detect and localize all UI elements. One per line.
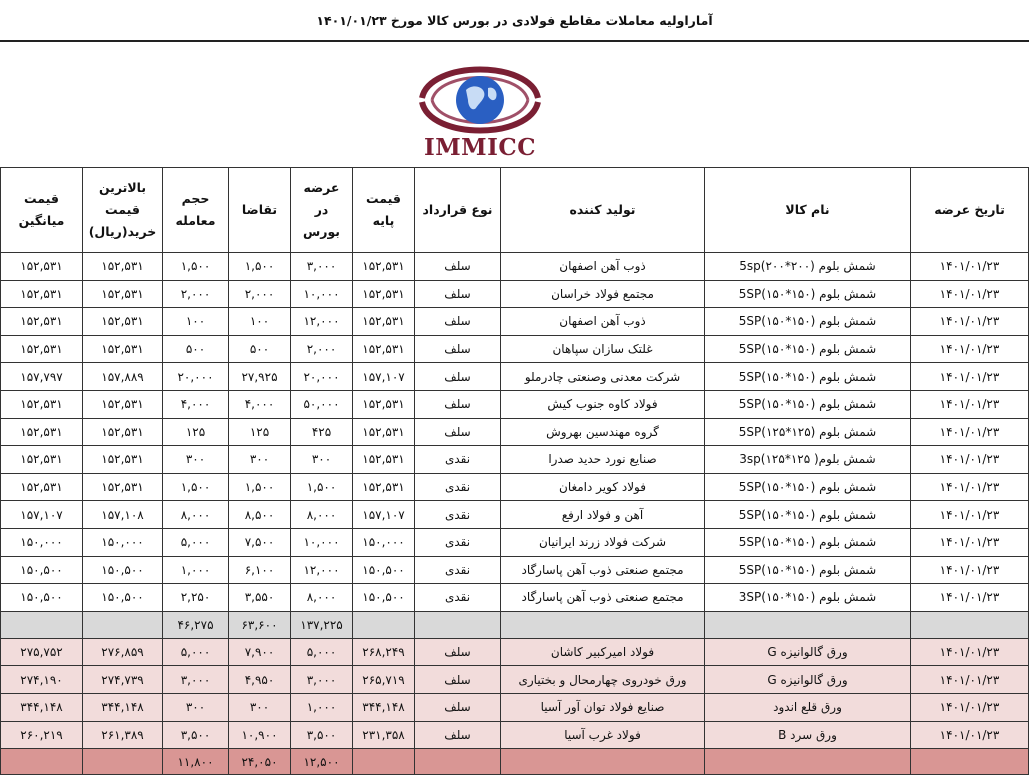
- table-cell: ۱۵۲,۵۳۱: [353, 335, 415, 363]
- table-cell: شمش بلوم (۱۵۰*۱۵۰)5SP: [705, 501, 911, 529]
- table-cell: ۱۴۰۱/۰۱/۲۳: [911, 501, 1029, 529]
- table-cell: ۱۴۰۱/۰۱/۲۳: [911, 335, 1029, 363]
- table-row: [1, 693, 1029, 721]
- table-cell: ۲۷,۹۲۵: [229, 363, 291, 391]
- table-row: [1, 556, 1029, 584]
- header-cell: تاریخ عرضه: [911, 168, 1029, 253]
- header-cell: قیمت پایه: [353, 168, 415, 253]
- summary-empty: [83, 611, 163, 638]
- table-cell: ۱۵۲,۵۳۱: [353, 473, 415, 501]
- table-cell: شمش بلوم (۱۵۰*۱۵۰)5SP: [705, 528, 911, 556]
- table-cell: ۱۴۰۱/۰۱/۲۳: [911, 528, 1029, 556]
- table-cell: ۲۶۵,۷۱۹: [353, 666, 415, 694]
- table-cell: ۱۴۰۱/۰۱/۲۳: [911, 363, 1029, 391]
- table-cell: ۳۴۴,۱۴۸: [1, 693, 83, 721]
- table-cell: ۱۵۲,۵۳۱: [353, 446, 415, 474]
- table-cell: ۱۴۰۱/۰۱/۲۳: [911, 253, 1029, 281]
- table-cell: ۱,۰۰۰: [163, 556, 229, 584]
- header-cell: تقاضا: [229, 168, 291, 253]
- table-cell: ۱۵۲,۵۳۱: [353, 253, 415, 281]
- summary-empty: [911, 611, 1029, 638]
- table-cell: ۱۵۷,۱۰۸: [83, 501, 163, 529]
- table-cell: ۱۵۷,۱۰۷: [353, 501, 415, 529]
- header-cell: نام کالا: [705, 168, 911, 253]
- table-cell: صنایع فولاد توان آور آسیا: [501, 693, 705, 721]
- table-cell: ۱۴۰۱/۰۱/۲۳: [911, 584, 1029, 612]
- table-cell: ۲,۰۰۰: [291, 335, 353, 363]
- summary-empty: [353, 749, 415, 775]
- table-cell: ۱۵۰,۵۰۰: [83, 556, 163, 584]
- table-cell: ۱۵۷,۸۸۹: [83, 363, 163, 391]
- table-cell: ورق گالوانیزه G: [705, 638, 911, 666]
- table-cell: ۴,۹۵۰: [229, 666, 291, 694]
- table-cell: ۱۵۲,۵۳۱: [1, 280, 83, 308]
- summary-empty: [353, 611, 415, 638]
- table-cell: ۲,۰۰۰: [229, 280, 291, 308]
- table-cell: ۳۰۰: [163, 693, 229, 721]
- table-cell: ۳,۰۰۰: [291, 666, 353, 694]
- summary-row: [1, 749, 1029, 775]
- table-cell: شرکت معدنی وصنعتی چادرملو: [501, 363, 705, 391]
- table-cell: نقدی: [415, 446, 501, 474]
- table-cell: فولاد کاوه جنوب کیش: [501, 390, 705, 418]
- table-cell: ۱۵۰,۵۰۰: [1, 556, 83, 584]
- table-cell: آهن و فولاد ارفع: [501, 501, 705, 529]
- table-cell: ۷,۹۰۰: [229, 638, 291, 666]
- header-cell: بالاترین قیمت خرید(ریال): [83, 168, 163, 253]
- table-cell: شمش بلوم (۱۵۰*۱۵۰)5SP: [705, 308, 911, 336]
- table-cell: صنایع نورد حدید صدرا: [501, 446, 705, 474]
- table-cell: ۸,۵۰۰: [229, 501, 291, 529]
- table-cell: ۸,۰۰۰: [291, 501, 353, 529]
- table-cell: نقدی: [415, 556, 501, 584]
- summary-volume: ۱۱,۸۰۰: [163, 749, 229, 775]
- table-cell: ۱۴۰۱/۰۱/۲۳: [911, 638, 1029, 666]
- summary-empty: [1, 611, 83, 638]
- table-cell: سلف: [415, 418, 501, 446]
- globe-icon: [410, 50, 550, 140]
- summary-empty: [705, 749, 911, 775]
- table-row: [1, 666, 1029, 694]
- summary-empty: [83, 749, 163, 775]
- table-cell: ۱۵۷,۷۹۷: [1, 363, 83, 391]
- table-cell: سلف: [415, 308, 501, 336]
- table-cell: ۱۵۲,۵۳۱: [353, 390, 415, 418]
- table-cell: ۱۲,۰۰۰: [291, 556, 353, 584]
- table-cell: ۱۲۵: [163, 418, 229, 446]
- table-row: [1, 280, 1029, 308]
- table-cell: ۱۵۲,۵۳۱: [83, 418, 163, 446]
- table-cell: ۱۵۲,۵۳۱: [83, 308, 163, 336]
- summary-empty: [415, 749, 501, 775]
- header-cell: قیمت میانگین: [1, 168, 83, 253]
- table-cell: ۱۴۰۱/۰۱/۲۳: [911, 693, 1029, 721]
- summary-demand: ۲۴,۰۵۰: [229, 749, 291, 775]
- table-cell: ۳,۰۰۰: [163, 666, 229, 694]
- summary-volume: ۴۶,۲۷۵: [163, 611, 229, 638]
- table-cell: مجتمع فولاد خراسان: [501, 280, 705, 308]
- table-cell: ۱,۵۰۰: [163, 253, 229, 281]
- table-cell: ۱۵۲,۵۳۱: [353, 280, 415, 308]
- table-cell: ۵,۰۰۰: [163, 638, 229, 666]
- table-cell: ۴۲۵: [291, 418, 353, 446]
- table-cell: ۱۲۵: [229, 418, 291, 446]
- table-row: [1, 308, 1029, 336]
- table-cell: ۱۴۰۱/۰۱/۲۳: [911, 308, 1029, 336]
- table-cell: فولاد کویر دامغان: [501, 473, 705, 501]
- table-cell: ۳۴۴,۱۴۸: [353, 693, 415, 721]
- table-cell: ۱۵۲,۵۳۱: [1, 308, 83, 336]
- table-cell: ذوب آهن اصفهان: [501, 308, 705, 336]
- table-cell: سلف: [415, 390, 501, 418]
- logo-text: IMMICC: [423, 134, 537, 161]
- page-title: آماراولیه معاملات مقاطع فولادی در بورس کالا مورخ ۱۴۰۱/۰۱/۲۳: [0, 0, 1029, 42]
- table-cell: سلف: [415, 721, 501, 749]
- summary-empty: [501, 749, 705, 775]
- table-cell: شمش بلوم (۲۰۰*۲۰۰)5sp: [705, 253, 911, 281]
- header-cell: نوع قرارداد: [415, 168, 501, 253]
- table-cell: سلف: [415, 280, 501, 308]
- table-cell: ۱۴۰۱/۰۱/۲۳: [911, 390, 1029, 418]
- table-cell: ۱۰۰: [229, 308, 291, 336]
- summary-empty: [705, 611, 911, 638]
- table-cell: ۱۵۲,۵۳۱: [83, 253, 163, 281]
- table-cell: ۱۵۲,۵۳۱: [83, 446, 163, 474]
- table-cell: ۱۵۲,۵۳۱: [83, 280, 163, 308]
- table-cell: ۳۴۴,۱۴۸: [83, 693, 163, 721]
- logo: [410, 50, 550, 165]
- table-cell: ۵۰۰: [163, 335, 229, 363]
- table-cell: ۳۰۰: [229, 693, 291, 721]
- summary-empty: [415, 611, 501, 638]
- table-cell: ۱۵۷,۱۰۷: [1, 501, 83, 529]
- table-row: [1, 584, 1029, 612]
- table-cell: ۱۲,۰۰۰: [291, 308, 353, 336]
- table-cell: مجتمع صنعتی ذوب آهن پاسارگاد: [501, 584, 705, 612]
- table-cell: شمش بلوم (۱۵۰*۱۵۰)5SP: [705, 363, 911, 391]
- table-cell: ۶,۱۰۰: [229, 556, 291, 584]
- table-cell: ۳,۵۰۰: [291, 721, 353, 749]
- table-cell: ۱۵۲,۵۳۱: [1, 446, 83, 474]
- table-cell: ۱۴۰۱/۰۱/۲۳: [911, 666, 1029, 694]
- table-cell: سلف: [415, 693, 501, 721]
- table-cell: ۴,۰۰۰: [229, 390, 291, 418]
- table-cell: ۵۰۰: [229, 335, 291, 363]
- table-cell: ۲۰,۰۰۰: [291, 363, 353, 391]
- table-cell: گروه مهندسین بهروش: [501, 418, 705, 446]
- table-cell: شمش بلوم (۱۵۰*۱۵۰)5SP: [705, 390, 911, 418]
- table-cell: ۱۰,۹۰۰: [229, 721, 291, 749]
- table-cell: ۱۵۰,۰۰۰: [83, 528, 163, 556]
- table-cell: ۱۰,۰۰۰: [291, 280, 353, 308]
- table-cell: ۳۰۰: [163, 446, 229, 474]
- table-row: [1, 390, 1029, 418]
- table-cell: نقدی: [415, 584, 501, 612]
- table-cell: ۱۵۰,۵۰۰: [1, 584, 83, 612]
- table-cell: ۱,۵۰۰: [229, 473, 291, 501]
- table-cell: سلف: [415, 666, 501, 694]
- logo-area: [0, 42, 1029, 167]
- table-cell: ۲۳۱,۳۵۸: [353, 721, 415, 749]
- table-cell: ۱,۵۰۰: [291, 473, 353, 501]
- table-cell: ۵,۰۰۰: [163, 528, 229, 556]
- table-cell: ۱۵۲,۵۳۱: [83, 335, 163, 363]
- table-cell: ۱۰۰: [163, 308, 229, 336]
- table-cell: ۱۴۰۱/۰۱/۲۳: [911, 446, 1029, 474]
- table-cell: ۱۴۰۱/۰۱/۲۳: [911, 418, 1029, 446]
- table-cell: ۱۴۰۱/۰۱/۲۳: [911, 280, 1029, 308]
- summary-offer: ۱۲,۵۰۰: [291, 749, 353, 775]
- table-cell: ۱۴۰۱/۰۱/۲۳: [911, 721, 1029, 749]
- table-cell: ۱,۵۰۰: [229, 253, 291, 281]
- table-cell: ۳,۵۵۰: [229, 584, 291, 612]
- table-cell: ۴,۰۰۰: [163, 390, 229, 418]
- table-cell: ۳۰۰: [291, 446, 353, 474]
- table-cell: شمش بلوم (۱۲۵*۱۲۵)5SP: [705, 418, 911, 446]
- table-row: [1, 418, 1029, 446]
- table-cell: ۱۵۲,۵۳۱: [1, 390, 83, 418]
- header-cell: حجم معامله: [163, 168, 229, 253]
- table-cell: ۱۵۰,۵۰۰: [353, 584, 415, 612]
- table-cell: ۱۵۲,۵۳۱: [353, 418, 415, 446]
- table-cell: ۱۴۰۱/۰۱/۲۳: [911, 473, 1029, 501]
- table-cell: ۱۵۲,۵۳۱: [83, 473, 163, 501]
- table-row: [1, 446, 1029, 474]
- table-cell: ۱۵۲,۵۳۱: [1, 253, 83, 281]
- table-row: [1, 721, 1029, 749]
- table-cell: ۱۵۲,۵۳۱: [1, 418, 83, 446]
- table-cell: ۲۷۶,۸۵۹: [83, 638, 163, 666]
- header-cell: عرضه در بورس: [291, 168, 353, 253]
- table-cell: ورق قلع اندود: [705, 693, 911, 721]
- table-cell: نقدی: [415, 473, 501, 501]
- table-cell: ورق خودروی چهارمحال و بختیاری: [501, 666, 705, 694]
- table-cell: ۳۰۰: [229, 446, 291, 474]
- table-cell: ورق گالوانیزه G: [705, 666, 911, 694]
- table-row: [1, 363, 1029, 391]
- table-cell: ۲۶۸,۲۴۹: [353, 638, 415, 666]
- summary-demand: ۶۳,۶۰۰: [229, 611, 291, 638]
- table-row: [1, 501, 1029, 529]
- table-cell: ۲۶۰,۲۱۹: [1, 721, 83, 749]
- table-cell: ۱۵۲,۵۳۱: [353, 308, 415, 336]
- summary-offer: ۱۳۷,۲۲۵: [291, 611, 353, 638]
- table-cell: ۲۷۴,۱۹۰: [1, 666, 83, 694]
- table-cell: سلف: [415, 638, 501, 666]
- table-cell: ۳,۰۰۰: [291, 253, 353, 281]
- table-cell: ۵,۰۰۰: [291, 638, 353, 666]
- table-cell: ۳,۵۰۰: [163, 721, 229, 749]
- table-cell: مجتمع صنعتی ذوب آهن پاسارگاد: [501, 556, 705, 584]
- table-cell: نقدی: [415, 501, 501, 529]
- table-cell: ۱۰,۰۰۰: [291, 528, 353, 556]
- table-cell: ۲۷۴,۷۳۹: [83, 666, 163, 694]
- table-cell: ۲۷۵,۷۵۲: [1, 638, 83, 666]
- trades-table: [0, 167, 1029, 775]
- table-cell: ۱۵۲,۵۳۱: [83, 390, 163, 418]
- table-cell: غلتک سازان سپاهان: [501, 335, 705, 363]
- table-row: [1, 473, 1029, 501]
- summary-empty: [501, 611, 705, 638]
- table-row: [1, 638, 1029, 666]
- table-cell: ۱۵۰,۵۰۰: [353, 556, 415, 584]
- table-cell: ۱۵۲,۵۳۱: [1, 335, 83, 363]
- table-cell: ۲۰,۰۰۰: [163, 363, 229, 391]
- table-cell: شمش بلوم (۱۵۰*۱۵۰)5SP: [705, 473, 911, 501]
- summary-empty: [1, 749, 83, 775]
- table-cell: فولاد غرب آسیا: [501, 721, 705, 749]
- table-cell: شمش بلوم (۱۵۰*۱۵۰)5SP: [705, 280, 911, 308]
- table-row: [1, 528, 1029, 556]
- summary-row: [1, 611, 1029, 638]
- table-row: [1, 253, 1029, 281]
- header-row: [1, 168, 1029, 253]
- table-cell: ۱۵۰,۵۰۰: [83, 584, 163, 612]
- table-row: [1, 335, 1029, 363]
- table-cell: ۱,۵۰۰: [163, 473, 229, 501]
- table-cell: ۱۵۰,۰۰۰: [353, 528, 415, 556]
- table-cell: ۱,۰۰۰: [291, 693, 353, 721]
- table-cell: ۱۵۲,۵۳۱: [1, 473, 83, 501]
- table-cell: ذوب آهن اصفهان: [501, 253, 705, 281]
- header-cell: تولید کننده: [501, 168, 705, 253]
- table-cell: ۷,۵۰۰: [229, 528, 291, 556]
- table-cell: ۲۶۱,۳۸۹: [83, 721, 163, 749]
- table-cell: سلف: [415, 335, 501, 363]
- table-cell: ۲,۲۵۰: [163, 584, 229, 612]
- table-cell: شمش بلوم (۱۵۰*۱۵۰)3SP: [705, 584, 911, 612]
- table-cell: ۱۵۷,۱۰۷: [353, 363, 415, 391]
- table-cell: سلف: [415, 253, 501, 281]
- table-cell: ورق سرد B: [705, 721, 911, 749]
- table-cell: شرکت فولاد زرند ایرانیان: [501, 528, 705, 556]
- table-cell: شمش بلوم( ۱۲۵*۱۲۵)3sp: [705, 446, 911, 474]
- summary-empty: [911, 749, 1029, 775]
- table-cell: ۱۴۰۱/۰۱/۲۳: [911, 556, 1029, 584]
- table-cell: سلف: [415, 363, 501, 391]
- table-cell: ۱۵۰,۰۰۰: [1, 528, 83, 556]
- table-cell: شمش بلوم (۱۵۰*۱۵۰)5SP: [705, 335, 911, 363]
- table-cell: ۵۰,۰۰۰: [291, 390, 353, 418]
- table-cell: نقدی: [415, 528, 501, 556]
- table-cell: فولاد امیرکبیر کاشان: [501, 638, 705, 666]
- table-cell: شمش بلوم (۱۵۰*۱۵۰)5SP: [705, 556, 911, 584]
- table-cell: ۸,۰۰۰: [291, 584, 353, 612]
- table-cell: ۲,۰۰۰: [163, 280, 229, 308]
- table-cell: ۸,۰۰۰: [163, 501, 229, 529]
